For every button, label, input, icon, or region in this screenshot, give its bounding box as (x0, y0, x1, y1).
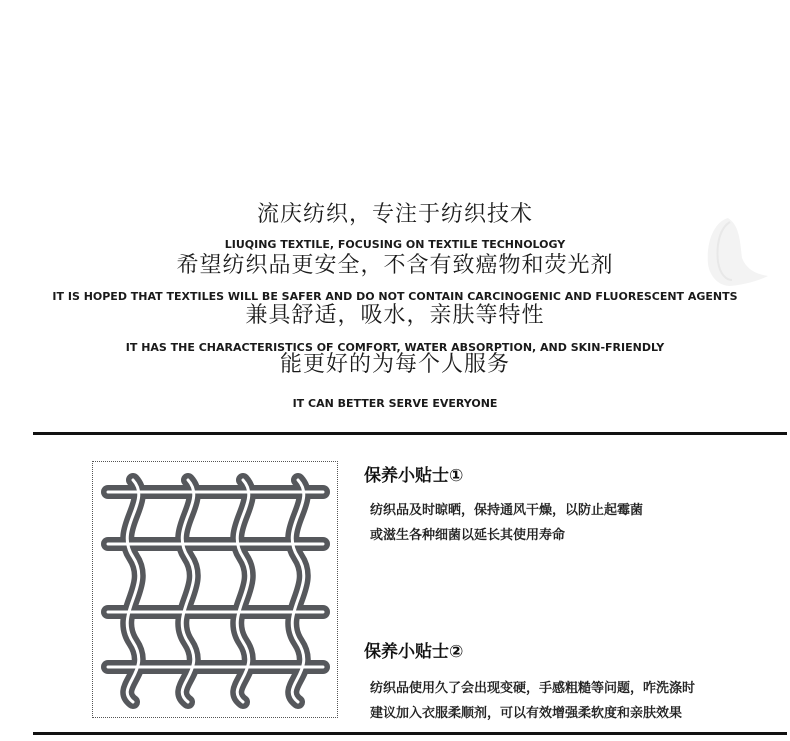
tip-1-line-1: 纺织品及时晾晒，保持通风干燥，以防止起霉菌 (370, 503, 644, 518)
tip-1-title: 保养小贴士① (364, 466, 464, 486)
intro-line-4-en: IT CAN BETTER SERVE EVERYONE (292, 397, 498, 410)
intro-line-3-cn: 兼具舒适，吸水，亲肤等特性 (245, 303, 545, 328)
tip-2-title: 保养小贴士② (364, 642, 464, 662)
divider-bottom (33, 732, 787, 735)
tip-2-line-1: 纺织品使用久了会出现变硬，手感粗糙等问题，咋洗涤时 (370, 681, 696, 696)
intro-line-1-en: LIUQING TEXTILE, FOCUSING ON TEXTILE TECHNOLOGY (224, 238, 566, 251)
intro-line-2-cn: 希望纺织品更安全，不含有致癌物和荧光剂 (176, 253, 614, 278)
fabric-weave-icon (93, 462, 337, 717)
intro-line-1-cn: 流庆纺织，专注于纺织技术 (256, 202, 533, 227)
face-mask-icon (690, 212, 770, 292)
tip-2-line-2: 建议加入衣服柔顺剂，可以有效增强柔软度和亲肤效果 (370, 706, 683, 721)
intro-line-3-en: IT HAS THE CHARACTERISTICS OF COMFORT, WATER ABSORPTION, AND SKIN-FRIENDLY (125, 341, 665, 354)
tip-1-line-2: 或滋生各种细菌以延长其使用寿命 (370, 528, 566, 543)
weave-illustration-frame (92, 461, 338, 718)
divider-top (33, 432, 787, 435)
intro-line-2-en: IT IS HOPED THAT TEXTILES WILL BE SAFER AND DO NOT CONTAIN CARCINOGENIC AND FLUORESCENT AGENTS (52, 290, 738, 303)
intro-line-4-cn: 能更好的为每个人服务 (279, 352, 510, 377)
